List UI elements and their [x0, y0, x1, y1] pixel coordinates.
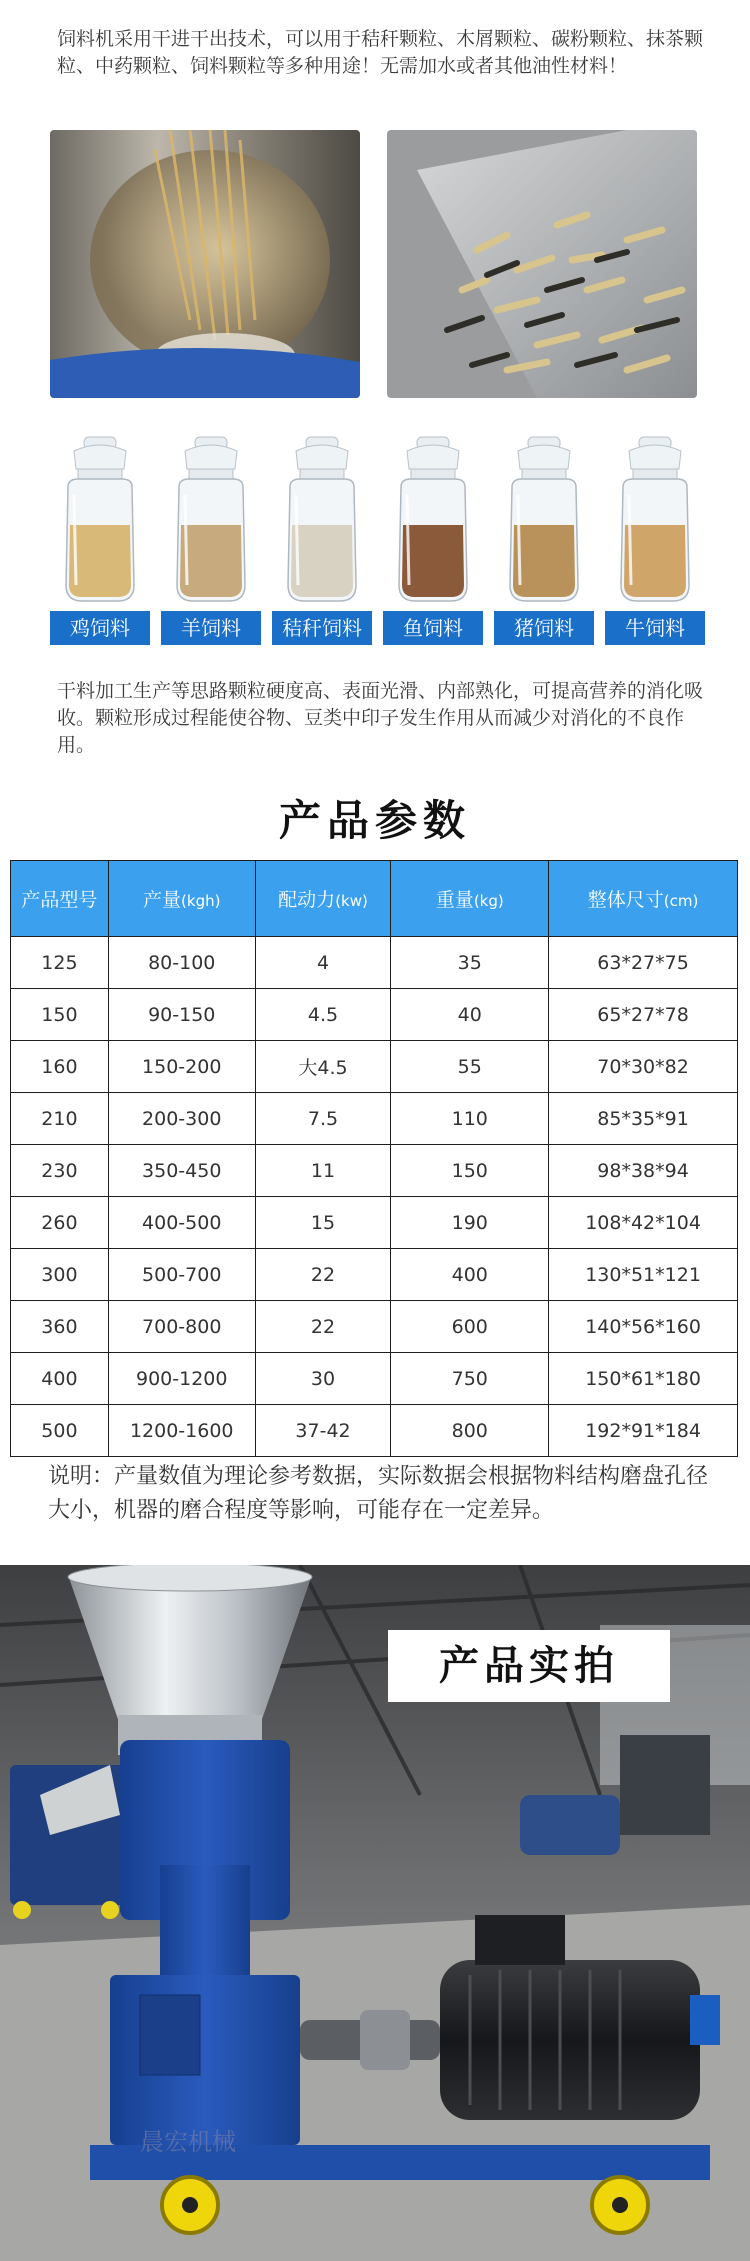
- feed-jar-item: [48, 435, 152, 645]
- table-row: [11, 1405, 738, 1457]
- table-cell: 30: [255, 1353, 391, 1405]
- table-cell: 65*27*78: [549, 989, 738, 1041]
- feed-jar-item: [270, 435, 374, 645]
- table-row: [11, 1197, 738, 1249]
- table-header-row: [11, 861, 738, 937]
- table-cell: 190: [391, 1197, 549, 1249]
- table-cell: 300: [11, 1249, 109, 1301]
- table-cell: 11: [255, 1145, 391, 1197]
- feed-label: 牛饲料: [605, 611, 705, 645]
- table-cell: 130*51*121: [549, 1249, 738, 1301]
- table-cell: 15: [255, 1197, 391, 1249]
- table-cell: 210: [11, 1093, 109, 1145]
- parameter-table: [10, 860, 738, 1457]
- feed-label: 鸡饲料: [50, 611, 150, 645]
- table-cell: 63*27*75: [549, 937, 738, 989]
- table-cell: 230: [11, 1145, 109, 1197]
- column-header: 产量(kgh): [108, 861, 255, 937]
- intro-text: 饲料机采用干进干出技术，可以用于秸秆颗粒、木屑颗粒、碳粉颗粒、抹茶颗粒、中药颗粒、饲料颗粒等多种用途！无需加水或者其他油性材料！: [57, 28, 704, 77]
- feed-jar-item: [492, 435, 596, 645]
- table-cell: 150*61*180: [549, 1353, 738, 1405]
- table-cell: 70*30*82: [549, 1041, 738, 1093]
- table-row: [11, 1145, 738, 1197]
- column-header: 配动力(kw): [255, 861, 391, 937]
- table-cell: 1200-1600: [108, 1405, 255, 1457]
- table-cell: 108*42*104: [549, 1197, 738, 1249]
- column-header: 产品型号: [11, 861, 109, 937]
- column-header: 整体尺寸(cm): [549, 861, 738, 937]
- table-cell: 750: [391, 1353, 549, 1405]
- table-cell: 360: [11, 1301, 109, 1353]
- table-cell: 140*56*160: [549, 1301, 738, 1353]
- table-row: [11, 1353, 738, 1405]
- section-title-params: 产品参数: [278, 796, 471, 845]
- table-cell: 98*38*94: [549, 1145, 738, 1197]
- feed-jar-item: [381, 435, 485, 645]
- feed-jars-row: [48, 435, 708, 645]
- table-cell: 192*91*184: [549, 1405, 738, 1457]
- table-cell: 260: [11, 1197, 109, 1249]
- table-row: [11, 937, 738, 989]
- table-row: [11, 1249, 738, 1301]
- table-cell: 110: [391, 1093, 549, 1145]
- table-cell: 4.5: [255, 989, 391, 1041]
- table-cell: 150: [11, 989, 109, 1041]
- feed-label: 猪饲料: [494, 611, 594, 645]
- column-header: 重量(kg): [391, 861, 549, 937]
- table-row: [11, 1041, 738, 1093]
- feed-label: 秸秆饲料: [272, 611, 372, 645]
- table-cell: 400: [11, 1353, 109, 1405]
- table-cell: 37-42: [255, 1405, 391, 1457]
- table-cell: 800: [391, 1405, 549, 1457]
- table-cell: 500-700: [108, 1249, 255, 1301]
- pellet-mill-photo: [50, 130, 360, 398]
- feed-jar-item: [159, 435, 263, 645]
- watermark-text: 晨宏机械: [140, 2128, 236, 2156]
- table-cell: 40: [391, 989, 549, 1041]
- table-cell: 150: [391, 1145, 549, 1197]
- table-cell: 22: [255, 1249, 391, 1301]
- table-cell: 200-300: [108, 1093, 255, 1145]
- feed-label: 羊饲料: [161, 611, 261, 645]
- table-cell: 55: [391, 1041, 549, 1093]
- table-cell: 160: [11, 1041, 109, 1093]
- table-cell: 350-450: [108, 1145, 255, 1197]
- table-cell: 150-200: [108, 1041, 255, 1093]
- table-row: [11, 1093, 738, 1145]
- table-row: [11, 989, 738, 1041]
- table-cell: 125: [11, 937, 109, 989]
- feed-label: 鱼饲料: [383, 611, 483, 645]
- table-cell: 85*35*91: [549, 1093, 738, 1145]
- table-cell: 90-150: [108, 989, 255, 1041]
- table-cell: 4: [255, 937, 391, 989]
- table-cell: 400-500: [108, 1197, 255, 1249]
- table-cell: 700-800: [108, 1301, 255, 1353]
- table-cell: 大4.5: [255, 1041, 391, 1093]
- description-text: 干料加工生产等思路颗粒硬度高、表面光滑、内部熟化，可提高营养的消化吸收。颗粒形成过程能使谷物、豆类中印子发生作用从而减少对消化的不良作用。: [57, 680, 704, 756]
- table-cell: 400: [391, 1249, 549, 1301]
- note-text: 说明：产量数值为理论参考数据，实际数据会根据物料结构磨盘孔径大小，机器的磨合程度等影响，可能存在一定差异。: [48, 1464, 709, 1523]
- table-cell: 500: [11, 1405, 109, 1457]
- table-cell: 35: [391, 937, 549, 989]
- table-cell: 900-1200: [108, 1353, 255, 1405]
- table-cell: 600: [391, 1301, 549, 1353]
- feed-jar-item: [603, 435, 707, 645]
- table-row: [11, 1301, 738, 1353]
- photo-title: 产品实拍: [388, 1630, 670, 1702]
- table-cell: 22: [255, 1301, 391, 1353]
- table-cell: 80-100: [108, 937, 255, 989]
- table-cell: 7.5: [255, 1093, 391, 1145]
- pellets-chute-photo: [387, 130, 697, 398]
